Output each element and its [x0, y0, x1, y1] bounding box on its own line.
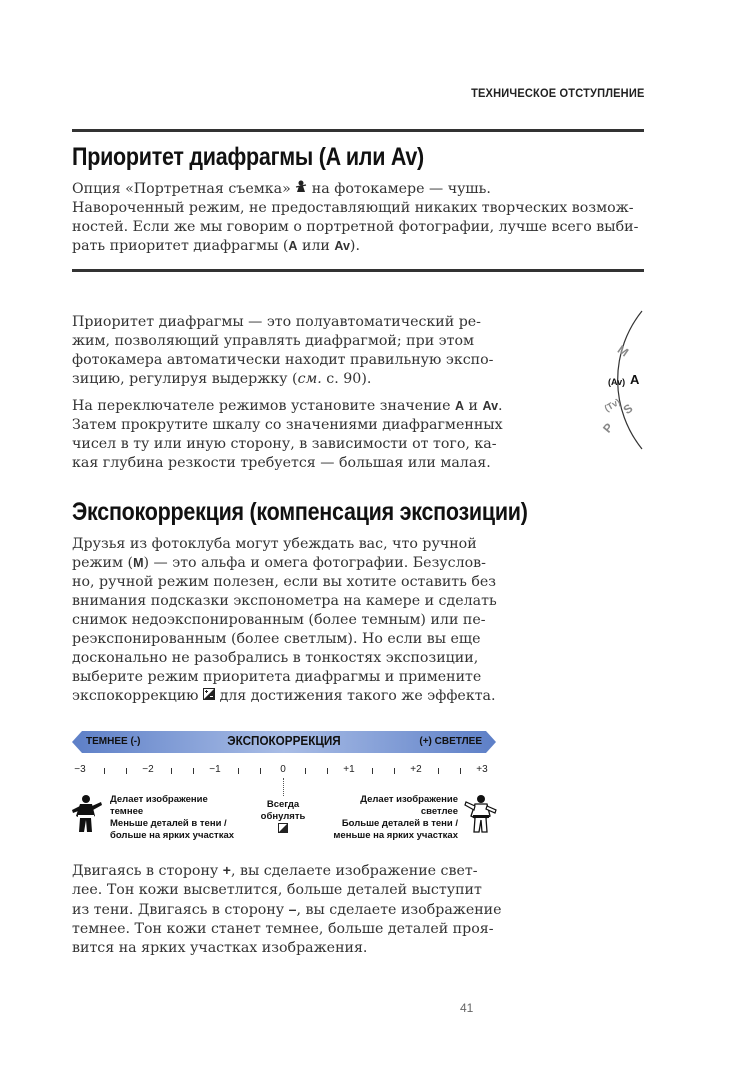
text-line: Двигаясь в сторону +, вы сделаете изображение свет- [72, 862, 478, 879]
section-bottom-rule [72, 269, 644, 272]
text-line: Приоритет диафрагмы — это полуавтоматический ре- [72, 314, 481, 330]
scale-tick [171, 768, 172, 774]
intro-line-3: ностей. Если же мы говорим о портретной фотографии, лучше всего выби- [72, 219, 639, 235]
running-head: ТЕХНИЧЕСКОЕ ОТСТУПЛЕНИЕ [470, 86, 644, 100]
section-title-exposure-compensation: Экспокоррекция (компенсация экспозиции) [72, 498, 528, 526]
scale-number: +3 [476, 764, 488, 775]
text-line: Друзья из фотоклуба могут убеждать вас, что ручной [72, 536, 477, 552]
text-line: экспокоррекцию для достижения такого же эффекта. [72, 688, 496, 704]
caption-line: обнулять [260, 811, 306, 822]
intro-line-2: Навороченный режим, не предоставляющий никаких творческих возмож- [72, 200, 634, 216]
caption-line: Меньше деталей в тени / [110, 818, 227, 829]
scale-tick [372, 768, 373, 774]
dial-s-label: S [620, 400, 636, 418]
scale-number: +1 [343, 764, 355, 775]
scale-tick [438, 768, 439, 774]
text-line: чисел в ту или иную сторону, в зависимости от того, ка- [72, 436, 497, 452]
figure-dark-icon [70, 794, 104, 838]
scale-tick [394, 768, 395, 774]
scale-number: 0 [280, 764, 286, 775]
scale-number: −1 [209, 764, 221, 775]
mode-dial-icon [560, 305, 660, 455]
exposure-scale-bar [72, 731, 496, 753]
text-line: зицию, регулируя выдержку (см. с. 90). [72, 371, 372, 387]
text-line: реэкспонированным (более светлым). Но если вы еще [72, 631, 481, 647]
scale-tick [104, 768, 105, 774]
text-line: вится на ярких участках изображения. [72, 940, 368, 956]
dial-p-label: P [600, 420, 616, 436]
caption-line: Делает изображение светлее [360, 794, 458, 817]
exposure-paragraph [72, 535, 504, 706]
intro-block [72, 180, 644, 256]
intro-line-4: рать приоритет диафрагмы (A или Av). [72, 238, 360, 254]
dial-av-label: (Av) [608, 377, 626, 387]
scale-number: +2 [410, 764, 422, 775]
scale-tick [305, 768, 306, 774]
aperture-paragraph-1 [72, 313, 504, 389]
text-line: режим (M) — это альфа и омега фотографии. Безуслов- [72, 555, 486, 571]
closing-paragraph [72, 861, 506, 958]
caption-line: Делает изображение темнее [110, 794, 208, 817]
caption-line: больше на ярких участках [110, 830, 235, 841]
zero-marker-line [283, 778, 284, 796]
exposure-compensation-icon [278, 823, 288, 837]
text-line: На переключателе режимов установите значение A и Av. [72, 398, 503, 414]
text-line: кая глубина резкости требуется — большая или малая. [72, 455, 491, 471]
scale-title: ЭКСПОКОРРЕКЦИЯ [227, 733, 341, 748]
dial-tv-label: (Tv) [602, 396, 622, 414]
section-title-aperture-priority: Приоритет диафрагмы (A или Av) [72, 143, 424, 171]
text-line: выберите режим приоритета диафрагмы и примените [72, 669, 482, 685]
scale-number: −2 [142, 764, 154, 775]
figure-light-icon [462, 794, 498, 838]
dial-m-label: M [614, 342, 632, 360]
scale-tick [327, 768, 328, 774]
scale-tick [238, 768, 239, 774]
caption-line: Всегда [266, 799, 300, 810]
caption-line: меньше на ярких участках [333, 830, 458, 841]
page-number: 41 [460, 1001, 474, 1015]
scale-tick [260, 768, 261, 774]
text-line: но, ручной режим полезен, если вы хотите оставить без [72, 574, 497, 590]
text-line: Затем прокрутите шкалу со значениями диафрагменных [72, 417, 503, 433]
scale-tick [460, 768, 461, 774]
scale-lighter-label: (+) СВЕТЛЕЕ [419, 736, 482, 747]
scale-tick [193, 768, 194, 774]
text-line: жим, позволяющий управлять диафрагмой; при этом [72, 333, 475, 349]
scale-number: −3 [74, 764, 86, 775]
caption-line: Больше деталей в тени / [341, 818, 458, 829]
darker-caption [110, 794, 240, 842]
exposure-compensation-icon [203, 687, 215, 706]
text-line: лее. Тон кожи высветлится, больше деталей выступит [72, 882, 482, 898]
text-line: фотокамера автоматически находит правильную экспо- [72, 352, 494, 368]
intro-line-1: Опция «Портретная съемка» на фотокамере — чушь. [72, 181, 491, 197]
scale-tick [126, 768, 127, 774]
dial-a-label: A [630, 372, 640, 387]
text-line: снимок недоэкспонированным (более темным) или пе- [72, 612, 486, 628]
text-line: внимания подсказки экспонометра на камере и сделать [72, 593, 497, 609]
scale-darker-label: ТЕМНЕЕ (-) [86, 736, 141, 747]
lighter-caption [330, 794, 458, 842]
aperture-paragraph-2 [72, 397, 504, 473]
text-line: из тени. Двигаясь в сторону –, вы сделаете изображение [72, 901, 502, 918]
portrait-mode-icon [295, 180, 307, 199]
section-top-rule [72, 129, 644, 132]
text-line: темнее. Тон кожи станет темнее, больше деталей проя- [72, 921, 494, 937]
text-line: досконально не разобрались в тонкостях экспозиции, [72, 650, 479, 666]
reset-caption [253, 799, 313, 837]
